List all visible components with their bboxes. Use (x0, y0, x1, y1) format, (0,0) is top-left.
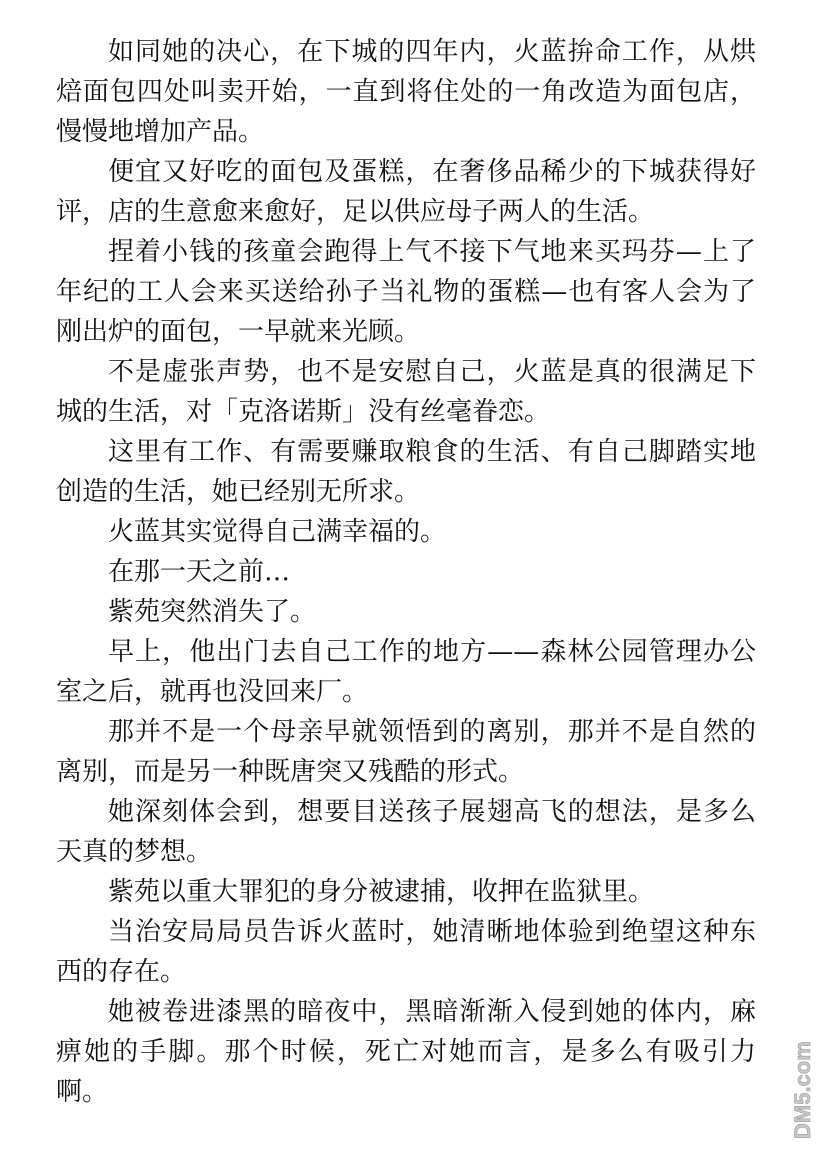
paragraph: 那并不是一个母亲早就领悟到的离别，那并不是自然的离别，而是另一种既唐突又残酷的形式。 (56, 717, 756, 787)
paragraph: 早上，他出门去自己工作的地方——森林公园管理办公室之后，就再也没回来厂。 (56, 637, 756, 707)
paragraph: 这里有工作、有需要赚取粮食的生活、有自己脚踏实地创造的生活，她已经别无所求。 (56, 437, 756, 507)
paragraph: 如同她的决心，在下城的四年内，火蓝拚命工作，从烘焙面包四处叫卖开始，一直到将住处的一角改造为面包店，慢慢地增加产品。 (56, 37, 756, 147)
paragraph: 在那一天之前… (108, 557, 291, 587)
paragraph: 便宜又好吃的面包及蛋糕，在奢侈品稀少的下城获得好评，店的生意愈来愈好，足以供应母子两人的生活。 (56, 157, 756, 227)
paragraph: 火蓝其实觉得自己满幸福的。 (108, 517, 447, 547)
paragraph: 捏着小钱的孩童会跑得上气不接下气地来买玛芬—上了年纪的工人会来买送给孙子当礼物的蛋糕—也有客人会为了刚出炉的面包，一早就来光顾。 (56, 237, 756, 347)
watermark-text: DM5.com (790, 1041, 815, 1139)
paragraph: 当治安局局员告诉火蓝时，她清晰地体验到绝望这种东西的存在。 (56, 917, 756, 987)
document-page (56, 32, 756, 1112)
paragraph: 紫苑以重大罪犯的身分被逮捕，收押在监狱里。 (108, 877, 655, 907)
paragraph: 她被卷进漆黑的暗夜中，黑暗渐渐入侵到她的体内，麻痹她的手脚。那个时候，死亡对她而言，是多么有吸引力啊。 (56, 997, 756, 1107)
paragraph: 不是虚张声势，也不是安慰自己，火蓝是真的很满足下城的生活，对「克洛诺斯」没有丝毫眷恋。 (56, 357, 756, 427)
watermark-logo (786, 1031, 820, 1141)
paragraph: 紫苑突然消失了。 (108, 597, 317, 627)
paragraph: 她深刻体会到，想要目送孩子展翅高飞的想法，是多么天真的梦想。 (56, 797, 756, 867)
